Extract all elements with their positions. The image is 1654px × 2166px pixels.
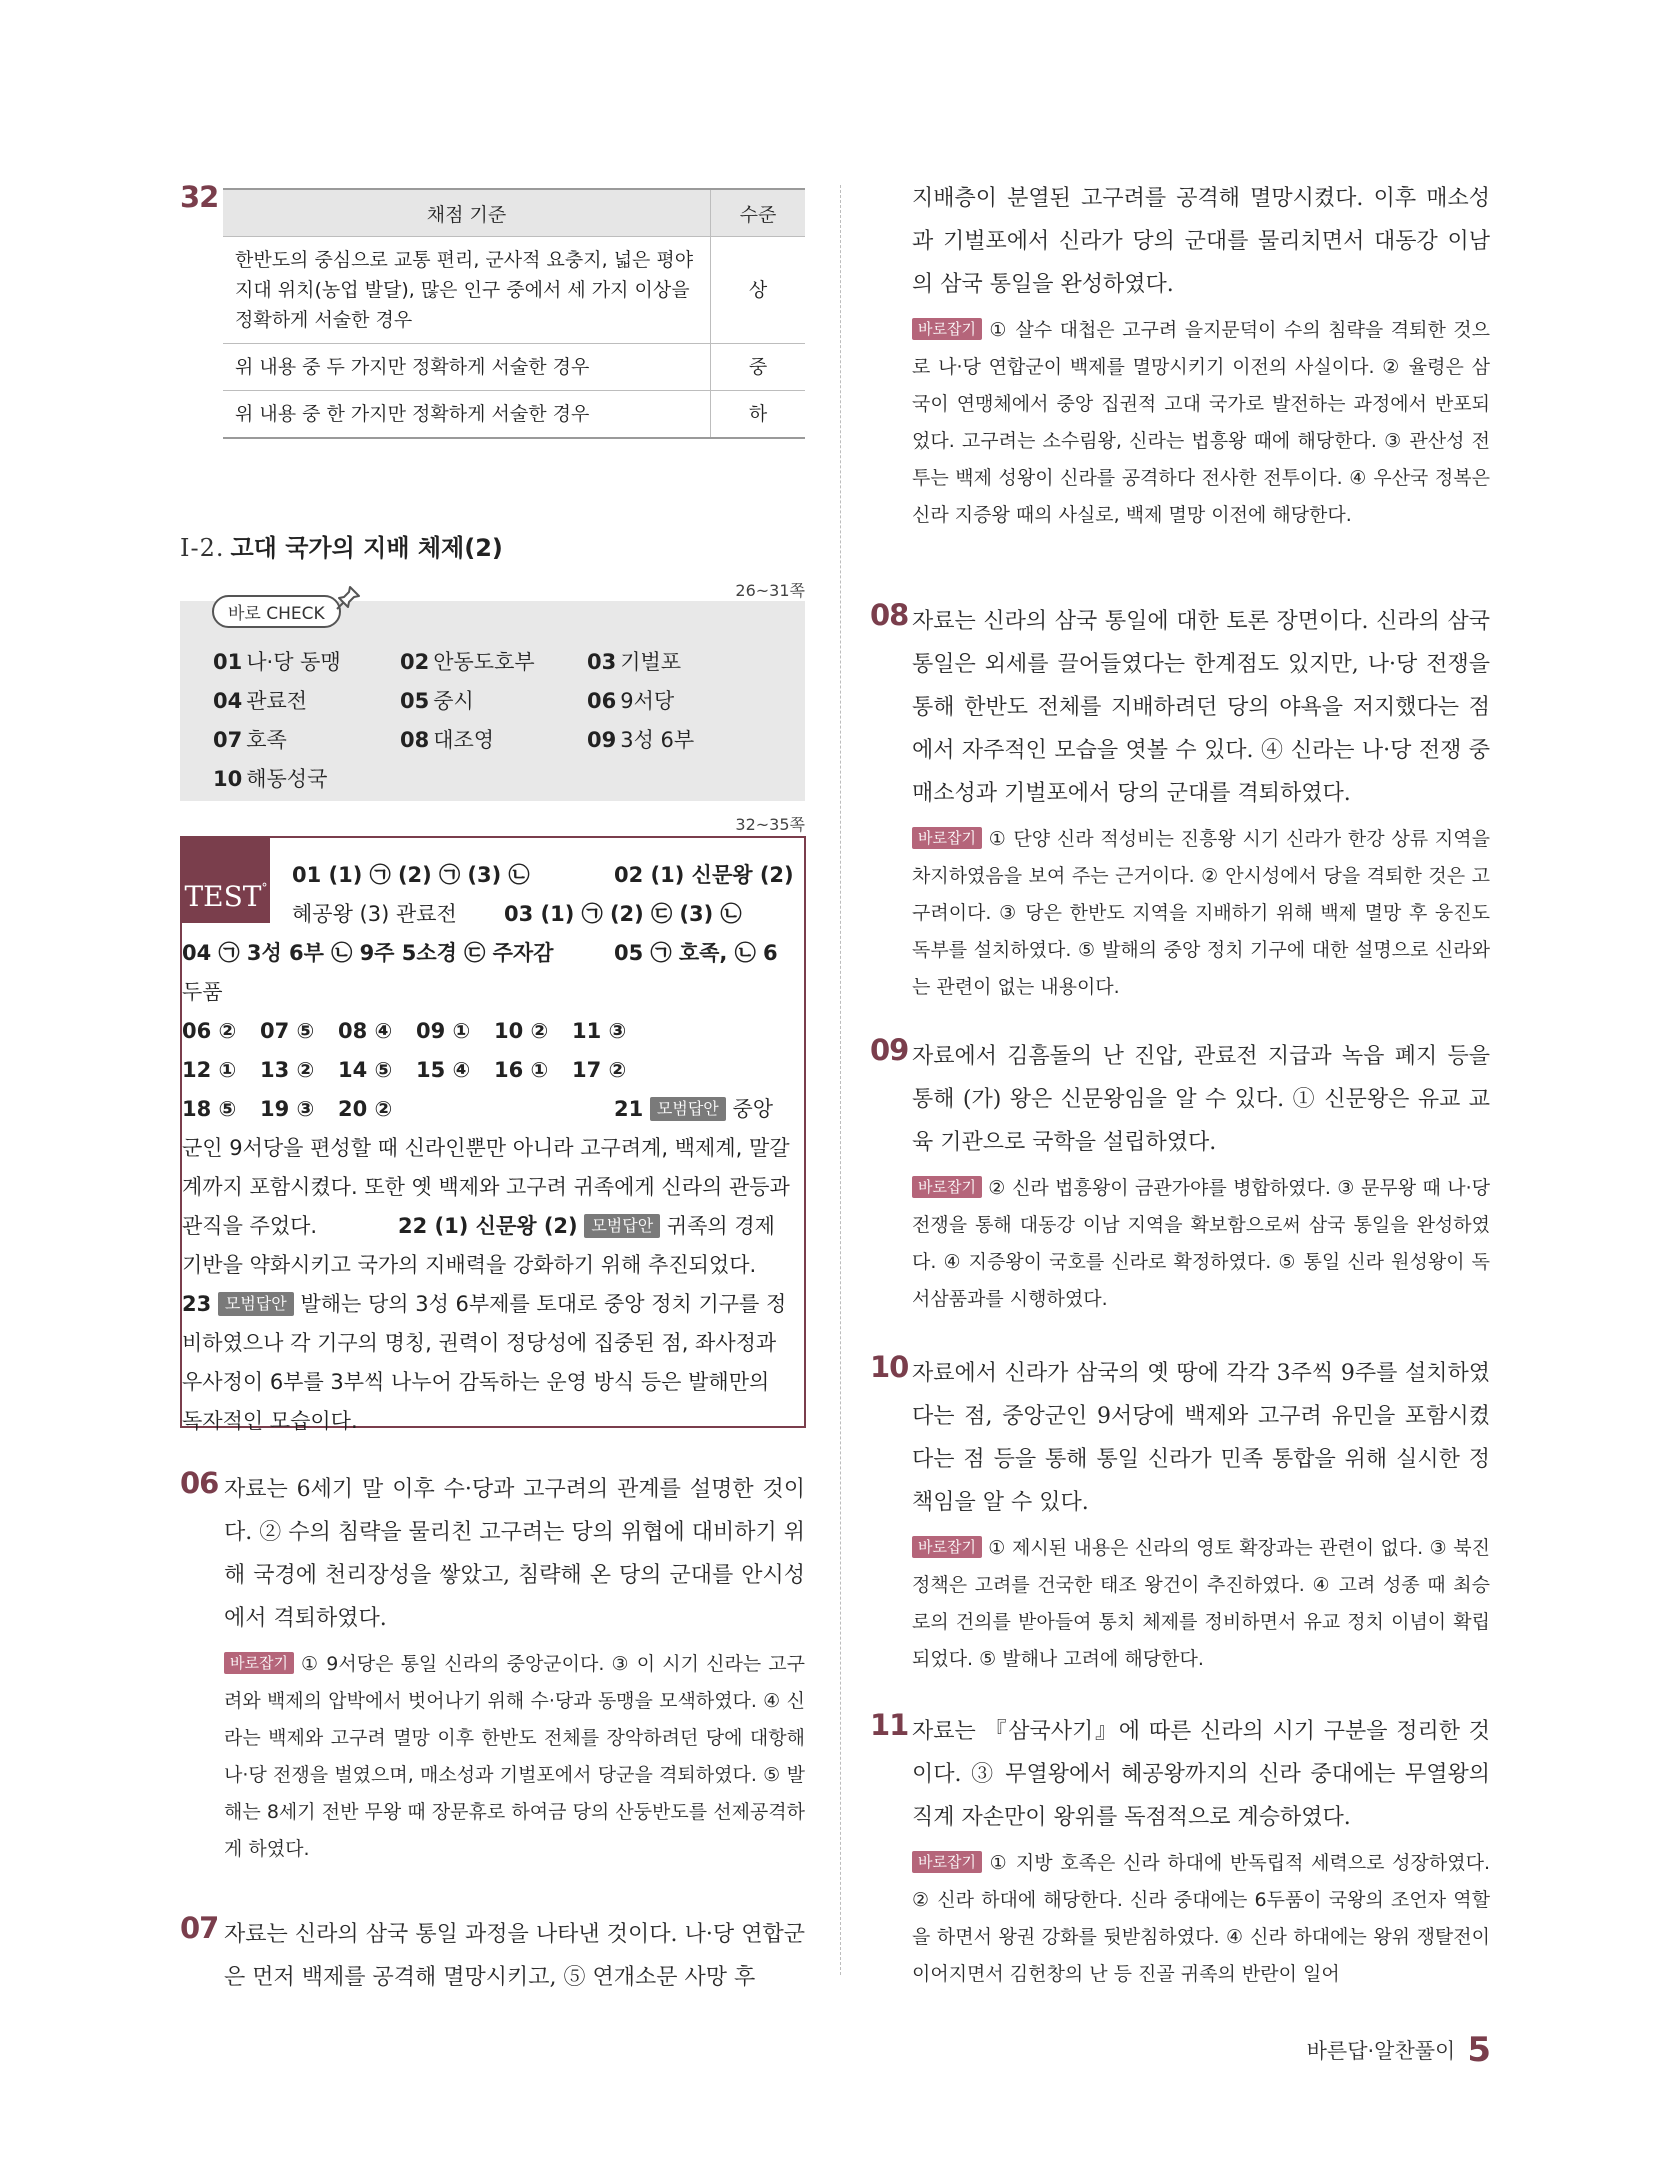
section-title — [180, 528, 503, 563]
check-item-answer: 대조영 — [433, 728, 495, 752]
explanation-06 — [180, 1468, 805, 1868]
answer-line — [182, 1402, 358, 1441]
answer-line — [614, 856, 794, 895]
check-item — [587, 682, 774, 721]
explanation-text: 자료에서 신라가 삼국의 옛 땅에 각각 3주씩 9주를 설치하였다는 점, 중앙군인 9서당에 백제와 고구려 유민을 포함시켰다는 점 등을 통해 통일 신라가 민족 통합을 위해 실시한 정책임을 알 수 있다. — [912, 1361, 1490, 1515]
fix-badge: 바로잡기 — [912, 318, 982, 340]
answer-line — [182, 1168, 790, 1207]
footer-label: 바른답·알찬풀이 — [1306, 2039, 1456, 2063]
answer-line — [614, 1090, 773, 1129]
answer-line — [182, 1129, 790, 1168]
check-item — [213, 682, 400, 721]
mc-answer: 18 ⑤ — [182, 1097, 237, 1121]
check-item-number: 10 — [213, 767, 243, 791]
mc-answer: 08 ④ — [338, 1019, 393, 1043]
model-answer-badge: 모범답안 — [218, 1292, 294, 1316]
answer-text: 군인 9서당을 편성할 때 신라인뿐만 아니라 고구려계, 백제계, 말갈 — [182, 1136, 790, 1160]
answer-text: 귀족의 경제 — [666, 1214, 775, 1238]
correction-text — [912, 1530, 1490, 1678]
mc-answer: 06 ② — [182, 1019, 237, 1043]
check-row — [213, 760, 774, 799]
answer-text: 두품 — [182, 980, 223, 1004]
check-item — [400, 721, 587, 760]
mc-answer: 09 ① — [416, 1019, 471, 1043]
mc-answer: 12 ① — [182, 1058, 237, 1082]
explanation-text: 자료는 6세기 말 이후 수·당과 고구려의 관계를 설명한 것이다. ② 수의 침략을 물리친 고구려는 당의 위협에 대비하기 위해 국경에 천리장성을 쌓았고, 침략해 온 당의 군대를 안시성에서 격퇴하였다. — [224, 1477, 805, 1631]
answer-line — [182, 1363, 769, 1402]
explanation-09 — [870, 1035, 1490, 1318]
answer-line — [182, 973, 223, 1012]
answer-line — [504, 895, 742, 934]
question-number: 11 — [870, 1708, 909, 1742]
fix-badge: 바로잡기 — [224, 1652, 294, 1674]
test-label: TEST ° — [182, 838, 270, 923]
level-cell: 중 — [711, 344, 806, 391]
check-item-number: 02 — [400, 650, 430, 674]
check-item-number: 08 — [400, 728, 430, 752]
model-answer-badge: 모범답안 — [650, 1097, 726, 1121]
correction-body: ② 신라 법흥왕이 금관가야를 병합하였다. ③ 문무왕 때 나·당 전쟁을 통해 대동강 이남 지역을 확보함으로써 삼국 통일을 완성하였다. ④ 지증왕이 국호를 신라로 확정하였다. ⑤ 통일 신라 원성왕이 독서삼품과를 시행하였다. — [912, 1177, 1490, 1310]
check-item-answer: 관료전 — [246, 689, 308, 713]
check-row — [213, 721, 774, 760]
mc-answer: 19 ③ — [260, 1097, 315, 1121]
column-divider — [840, 185, 841, 1975]
answer-line — [614, 934, 778, 973]
check-item-answer: 호족 — [246, 728, 287, 752]
answer-line — [398, 1207, 775, 1246]
mc-answer: 11 ③ — [572, 1019, 627, 1043]
criteria-header: 채점 기준 — [223, 189, 711, 237]
explanation-text: 자료는 신라의 삼국 통일에 대한 토론 장면이다. 신라의 삼국 통일은 외세를 끌어들였다는 한계점도 있지만, 나·당 전쟁을 통해 한반도 전체를 지배하려던 당의 야욕을 저지했다는 점에서 자주적인 모습을 엿볼 수 있다. ④ 신라는 나·당 전쟁 중 매소성과 기벌포에서 당의 군대를 격퇴하였다. — [912, 609, 1490, 806]
question-number: 08 — [870, 598, 909, 632]
check-item — [400, 643, 587, 682]
page-number: 5 — [1467, 2030, 1491, 2070]
model-answer-badge: 모범답안 — [584, 1214, 660, 1238]
check-item-number: 03 — [587, 650, 617, 674]
check-item — [587, 721, 774, 760]
question-number: 10 — [870, 1350, 909, 1384]
explanation-07-cont — [870, 177, 1490, 534]
check-item — [400, 682, 587, 721]
explanation-text: 자료는 『삼국사기』에 따른 신라의 시기 구분을 정리한 것이다. ③ 무열왕에서 혜공왕까지의 신라 중대에는 무열왕의 직계 자손만이 왕위를 독점적으로 계승하였다. — [912, 1719, 1490, 1830]
level-cell: 상 — [711, 237, 806, 344]
answer-text: 독자적인 모습이다. — [182, 1409, 358, 1433]
explanation-07 — [180, 1913, 805, 1999]
mc-answer: 17 ② — [572, 1058, 627, 1082]
correction-text — [912, 312, 1490, 534]
section-number: Ⅰ-2. — [180, 534, 225, 562]
check-badge — [212, 595, 341, 628]
correction-body: ① 살수 대첩은 고구려 을지문덕이 수의 침략을 격퇴한 것으로 나·당 연합군이 백제를 멸망시키기 이전의 사실이다. ② 율령은 삼국이 연맹체에서 중앙 집권적 고대 국가로 발전하는 과정에서 반포되었다. 고구려는 소수림왕, 신라는 법흥왕 때에 해당한다. ③ 관산성 전투는 백제 성왕이 신라를 공격하다 전사한 전투이다. ④ 우산국 정복은 신라 지증왕 때의 사실로, 백제 멸망 이전에 해당한다. — [912, 319, 1490, 526]
correction-body: ① 지방 호족은 신라 하대에 반독립적 세력으로 성장하였다. ② 신라 하대에 해당한다. 신라 중대에는 6두품이 국왕의 조언자 역할을 하면서 왕권 강화를 뒷받침하였다. ④ 신라 하대에는 왕위 쟁탈전이 이어지면서 김헌창의 난 등 진골 귀족의 반란이 일어 — [912, 1852, 1490, 1985]
answer-text: 02 (1) 신문왕 (2) — [614, 863, 794, 887]
explanation-08 — [870, 600, 1490, 1006]
explanation-10 — [870, 1352, 1490, 1678]
fix-badge: 바로잡기 — [912, 1176, 982, 1198]
check-item-answer: 해동성국 — [246, 767, 328, 791]
correction-text — [224, 1646, 805, 1868]
test-label-text: TEST — [184, 880, 262, 913]
mc-answer: 13 ② — [260, 1058, 315, 1082]
answer-text: 중앙 — [732, 1097, 774, 1121]
correction-text — [912, 1170, 1490, 1318]
check-item-answer: 안동도호부 — [433, 650, 535, 674]
check-item — [213, 643, 400, 682]
answer-text: 관직을 주었다. — [182, 1214, 318, 1238]
answer-line — [182, 1324, 776, 1363]
answer-text: 비하였으나 각 기구의 명칭, 권력이 정당성에 집중된 점, 좌사정과 — [182, 1331, 777, 1355]
check-item-number: 01 — [213, 650, 243, 674]
criteria-cell: 위 내용 중 두 가지만 정확하게 서술한 경우 — [223, 344, 711, 391]
answer-line — [182, 1207, 317, 1246]
check-item-answer: 기벌포 — [620, 650, 682, 674]
fix-badge: 바로잡기 — [912, 827, 982, 849]
section-name: 고대 국가의 지배 체제(2) — [230, 534, 503, 562]
question-number: 07 — [180, 1911, 219, 1945]
criteria-cell: 위 내용 중 한 가지만 정확하게 서술한 경우 — [223, 391, 711, 439]
explanation-text: 자료에서 김흠돌의 난 진압, 관료전 지급과 녹읍 폐지 등을 통해 (가) 왕은 신문왕임을 알 수 있다. ① 신문왕은 유교 교육 기관으로 국학을 설립하였다. — [912, 1044, 1490, 1155]
check-item — [587, 643, 774, 682]
check-item-number: 09 — [587, 728, 617, 752]
answer-line — [182, 1285, 786, 1324]
mc-answer: 10 ② — [494, 1019, 549, 1043]
table-row — [223, 391, 805, 439]
page-footer — [1307, 2030, 1491, 2070]
pin-icon — [335, 585, 361, 611]
check-item-answer: 9서당 — [620, 689, 675, 713]
check-item-number: 07 — [213, 728, 243, 752]
scoring-table — [223, 188, 805, 439]
answer-text: 계까지 포함시켰다. 또한 옛 백제와 고구려 귀족에게 신라의 관등과 — [182, 1175, 790, 1199]
answer-line — [182, 1246, 756, 1285]
answer-text: 기반을 약화시키고 국가의 지배력을 강화하기 위해 추진되었다. — [182, 1253, 757, 1277]
check-item — [213, 721, 400, 760]
check-answers — [213, 643, 774, 799]
correction-body: ① 단양 신라 적성비는 진흥왕 시기 신라가 한강 상류 지역을 차지하였음을 보여 주는 근거이다. ② 안시성에서 당을 격퇴한 것은 고구려이다. ③ 당은 한반도 지역을 지배하기 위해 백제 멸망 후 웅진도독부를 설치하였다. ⑤ 발해의 중앙 정치 기구에 대한 설명으로 신라와는 관련이 없는 내용이다. — [912, 828, 1490, 998]
question-number: 09 — [870, 1033, 909, 1067]
answer-text: 22 (1) 신문왕 (2) — [398, 1214, 578, 1238]
check-item-answer: 3성 6부 — [620, 728, 695, 752]
check-item-answer: 나·당 동맹 — [246, 650, 341, 674]
check-row — [213, 682, 774, 721]
answer-line — [292, 895, 457, 934]
correction-text — [912, 821, 1490, 1006]
answer-text: 21 — [614, 1097, 644, 1121]
level-cell: 하 — [711, 391, 806, 439]
answer-line — [292, 856, 530, 895]
fix-badge: 바로잡기 — [912, 1536, 982, 1558]
question-number: 06 — [180, 1466, 219, 1500]
mc-answer: 16 ① — [494, 1058, 549, 1082]
correction-body: ① 9서당은 통일 신라의 중앙군이다. ③ 이 시기 신라는 고구려와 백제의 압박에서 벗어나기 위해 수·당과 동맹을 모색하였다. ④ 신라는 백제와 고구려 멸망 이후 한반도 전체를 장악하려던 당에 대항해 나·당 전쟁을 벌였으며, 매소성과 기벌포에서 당군을 격퇴하였다. ⑤ 발해는 8세기 전반 무왕 때 장문휴로 하여금 당의 산둥반도를 선제공격하게 하였다. — [224, 1653, 805, 1860]
explanation-text: 지배층이 분열된 고구려를 공격해 멸망시켰다. 이후 매소성과 기벌포에서 신라가 당의 군대를 물리치면서 대동강 이남의 삼국 통일을 완성하였다. — [912, 186, 1490, 297]
check-badge-label: 바로 CHECK — [228, 604, 325, 624]
table-row — [223, 344, 805, 391]
check-item-answer: 중시 — [433, 689, 474, 713]
check-item-number: 04 — [213, 689, 243, 713]
test-page-range: 32~35쪽 — [735, 815, 805, 834]
correction-body: ① 제시된 내용은 신라의 영토 확장과는 관련이 없다. ③ 북진 정책은 고려를 건국한 태조 왕건이 추진하였다. ④ 고려 성종 때 최승로의 건의를 받아들여 통치 체제를 정비하면서 유교 정치 이념이 확립되었다. ⑤ 발해나 고려에 해당한다. — [912, 1537, 1490, 1670]
mc-answer: 07 ⑤ — [260, 1019, 315, 1043]
level-header: 수준 — [711, 189, 806, 237]
fix-badge: 바로잡기 — [912, 1851, 982, 1873]
check-item — [213, 760, 400, 799]
answer-text: 23 — [182, 1292, 212, 1316]
mc-answer: 14 ⑤ — [338, 1058, 393, 1082]
check-item-number: 06 — [587, 689, 617, 713]
explanation-11 — [870, 1710, 1490, 1993]
check-item-number: 05 — [400, 689, 430, 713]
answer-text: 05 ㉠ 호족, ㉡ 6 — [614, 941, 778, 965]
mc-answer: 15 ④ — [416, 1058, 471, 1082]
criteria-cell: 한반도의 중심으로 교통 편리, 군사적 요충지, 넓은 평야 지대 위치(농업 발달), 많은 인구 중에서 세 가지 이상을 정확하게 서술한 경우 — [223, 237, 711, 344]
mc-answer: 20 ② — [338, 1097, 393, 1121]
baro-check-box — [180, 601, 805, 801]
answer-text: 01 (1) ㉠ (2) ㉠ (3) ㉡ — [292, 863, 530, 887]
table-row — [223, 237, 805, 344]
answer-text: 03 (1) ㉠ (2) ㉢ (3) ㉡ — [504, 902, 742, 926]
check-page-range: 26~31쪽 — [735, 581, 805, 600]
check-row — [213, 643, 774, 682]
answer-line — [182, 934, 553, 973]
test-answers-box — [180, 836, 806, 1433]
answer-text: 발해는 당의 3성 6부제를 토대로 중앙 정치 기구를 정 — [300, 1292, 787, 1316]
explanation-text: 자료는 신라의 삼국 통일 과정을 나타낸 것이다. 나·당 연합군은 먼저 백제를 공격해 멸망시키고, ⑤ 연개소문 사망 후 — [224, 1922, 805, 1990]
answer-text: 혜공왕 (3) 관료전 — [292, 902, 457, 926]
correction-text — [912, 1845, 1490, 1993]
answer-text: 04 ㉠ 3성 6부 ㉡ 9주 5소경 ㉢ 주자감 — [182, 941, 554, 965]
question-number: 32 — [180, 180, 219, 214]
answer-text: 우사정이 6부를 3부씩 나누어 감독하는 운영 방식 등은 발해만의 — [182, 1370, 770, 1394]
